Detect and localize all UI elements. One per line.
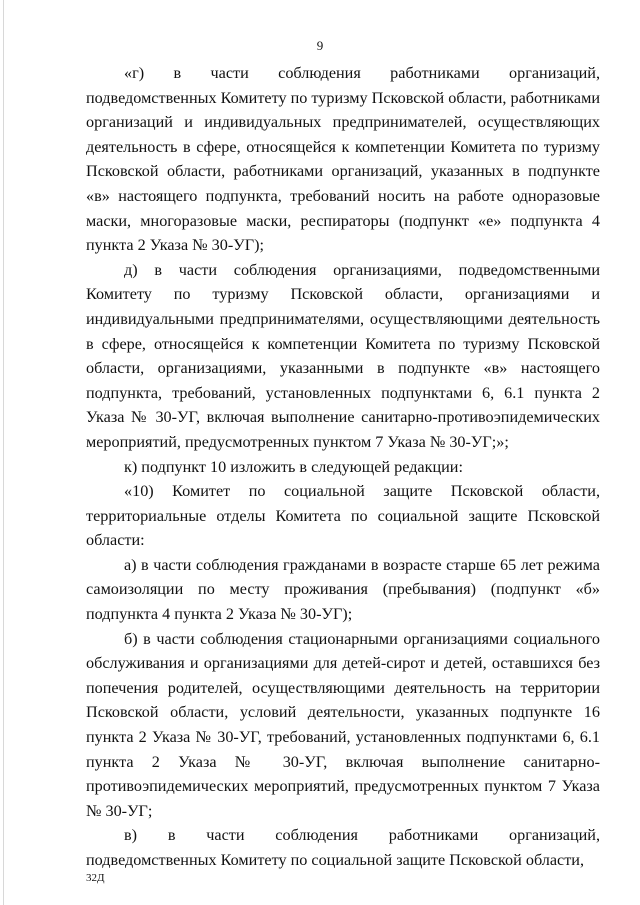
paragraph-a: а) в части соблюдения гражданами в возрасте старше 65 лет режима самоизоляции по месту проживания (пребывания) (подпункт «б» подпункта 4 пункта 2 Указа № 30-УГ); [86,555,600,624]
paragraph-10: «10) Комитет по социальной защите Псковской области, территориальные отделы Комитета по социальной защите Псковской области: [86,482,600,550]
paragraph-d: д) в части соблюдения организациями, подведомственными Комитету по туризму Псковской области, организациями и индивидуальными предпринимателями, осуществляющими деятельность в сфере, относящейся к компетенции Комитета по туризму Псковской области, организациями, указанными в подпункте «в» настоящего подпункта, требований, установленных подпунктами 6, 6.1 пункта 2 Указа № 30-УГ, включая выполнение санитарно-противоэпидемических мероприятий, предусмотренных пунктом 7 Указа № 30-УГ;»; [86,260,600,451]
scan-edge-line [3,0,4,905]
paragraph-g: «г) в части соблюдения работниками организаций, подведомственных Комитету по туризму Псковской области, работниками организаций и индивидуальных предпринимателей, осуществляющих деятельность в сфере, относящейся к компетенции Комитета по туризму Псковской области, работниками организаций, указанных в подпункте «в» настоящего подпункта, требований носить на работе одноразовые маски, многоразовые маски, респираторы (подпункт «е» подпункта 4 пункта 2 Указа № 30-УГ); [86,64,600,255]
footer-code: 32Д [86,872,105,884]
paragraph-b: б) в части соблюдения стационарными организациями социального обслуживания и организациями для детей-сирот и детей, оставшихся без попечения родителей, осуществляющими деятельность на территории Псковской области, условий деятельности, указанных подпункте 16 пункта 2 Указа № 30-УГ, требований, установленных подпунктами 6, 6.1 пункта 2 Указа № 30-УГ, включая выполнение санитарно-противоэпидемических мероприятий, предусмотренных пунктом 7 Указа № 30-УГ; [86,629,600,820]
page-number: 9 [316,38,324,53]
paragraph-k: к) подпункт 10 изложить в следующей редакции: [124,457,463,476]
document-body [86,61,600,873]
paragraph-v: в) в части соблюдения работниками организаций, подведомственных Комитету по социальной защите Псковской области, [86,826,600,869]
